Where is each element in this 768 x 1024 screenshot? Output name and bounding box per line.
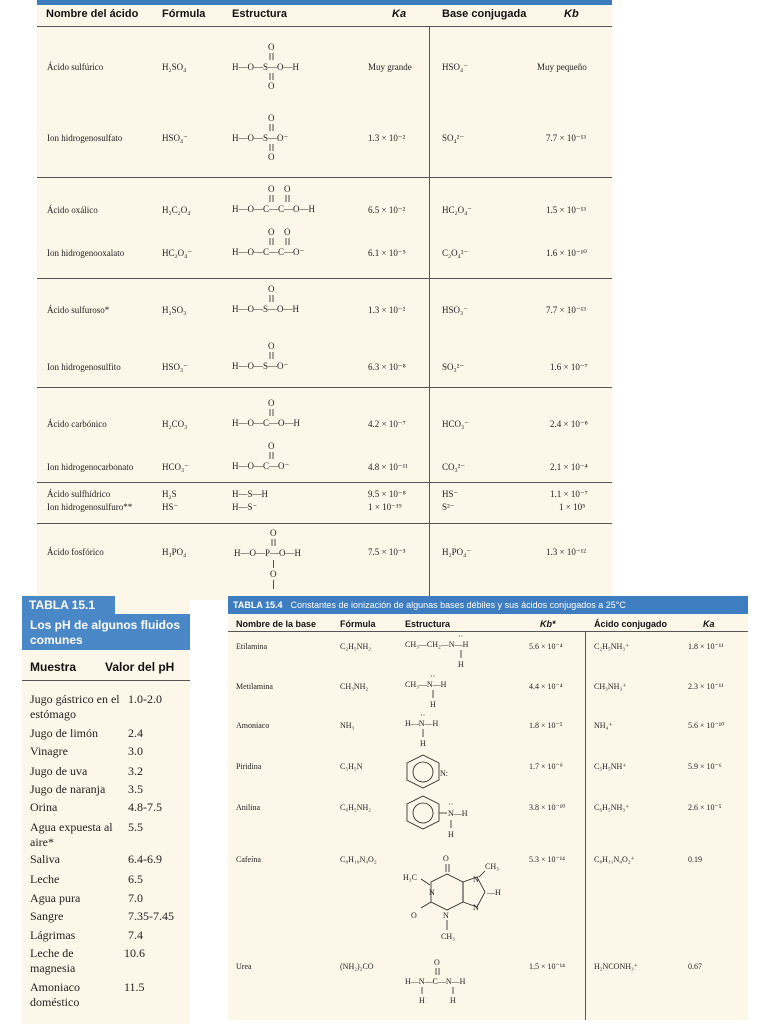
structure-sulfurous-acid <box>232 283 342 317</box>
ka-value: 4.8 × 10⁻¹¹ <box>368 462 408 472</box>
base-formula: C₅H₅N <box>340 762 363 771</box>
col-header-sample: Muestra <box>30 660 77 674</box>
structure-text: H—S—H <box>232 489 269 499</box>
structure-hydrogensulfate <box>232 111 342 167</box>
col-header-structure: Estructura <box>232 8 288 20</box>
base-ionization-table <box>228 596 748 1020</box>
conj-base: HSO₃⁻ <box>442 305 468 315</box>
svg-text:H: H <box>420 739 426 748</box>
ph-fluids-table <box>22 594 190 1024</box>
svg-text:··: ·· <box>430 674 436 681</box>
ph-value: 3.5 <box>128 782 143 796</box>
svg-text:H: H <box>458 660 464 669</box>
ka-value: 6.5 × 10⁻² <box>368 205 406 215</box>
header-rule <box>228 631 748 632</box>
acid-formula: H₂C₂O₄ <box>162 205 191 215</box>
structure-aniline <box>403 793 493 845</box>
header-rule <box>22 680 190 681</box>
ka-value: 0.19 <box>688 855 702 864</box>
kb-value: 1.5 × 10⁻¹³ <box>546 205 586 215</box>
base-name: Urea <box>236 962 252 971</box>
svg-text:O: O <box>268 113 275 123</box>
col-header-ka: Ka <box>392 8 407 20</box>
acid-formula: H₃PO₄ <box>162 547 187 557</box>
kb-value: 4.4 × 10⁻⁴ <box>529 682 563 691</box>
base-name: Piridina <box>236 762 262 771</box>
col-header-name: Nombre de la base <box>236 619 317 629</box>
svg-text:—H: —H <box>487 888 501 897</box>
svg-text:O: O <box>284 227 291 237</box>
base-formula: NH₃ <box>340 721 355 730</box>
acid-formula: H₂SO₃ <box>162 305 187 315</box>
kb-value: 1.8 × 10⁻⁵ <box>529 721 563 730</box>
sample-name: Jugo de naranja <box>30 782 106 796</box>
structure-hydrogencarbonate <box>232 440 342 474</box>
col-header-conj-acid: Ácido conjugado <box>594 619 667 629</box>
kb-value: 2.1 × 10⁻⁴ <box>550 462 588 472</box>
svg-text:H₃C: H₃C <box>403 873 417 882</box>
svg-text:CH₃: CH₃ <box>485 862 499 871</box>
base-formula: C₈H₁₀N₄O₂ <box>340 855 377 864</box>
base-formula: C₂H₅NH₂ <box>340 642 372 651</box>
kb-value: 1.7 × 10⁻⁹ <box>529 762 563 771</box>
col-header-ph: Valor del pH <box>105 660 175 674</box>
structure-text: H—S⁻ <box>232 502 258 512</box>
svg-text:H: H <box>430 700 436 709</box>
kb-value: 7.7 × 10⁻¹³ <box>546 305 586 315</box>
svg-text:N: N <box>429 888 435 897</box>
svg-text:O: O <box>411 911 417 920</box>
col-header-name: Nombre del ácido <box>46 8 139 20</box>
kb-value: 1.1 × 10⁻⁷ <box>550 489 588 499</box>
acid-formula: HSO₄⁻ <box>162 133 188 143</box>
header-rule <box>37 26 612 27</box>
kb-value: 1.3 × 10⁻¹² <box>546 547 586 557</box>
kb-value: 1.5 × 10⁻¹⁴ <box>529 962 565 971</box>
conj-base: SO₄²⁻ <box>442 133 465 143</box>
col-header-ka: Ka <box>703 619 715 629</box>
svg-text:O: O <box>268 152 275 162</box>
base-name: Amoniaco <box>236 721 270 730</box>
conj-acid: NH₄⁺ <box>594 721 613 730</box>
acid-name: Ion hidrogenooxalato <box>47 248 125 258</box>
acid-formula: H₂S <box>162 489 177 499</box>
ka-value: 6.1 × 10⁻⁵ <box>368 248 406 258</box>
structure-pyridine <box>403 752 463 792</box>
conj-acid: C₅H₅NH⁺ <box>594 762 627 771</box>
col-header-conj-base: Base conjugada <box>442 8 527 20</box>
svg-text:··: ·· <box>458 634 464 641</box>
row-divider <box>37 177 612 178</box>
acid-formula: H₂SO₄ <box>162 62 187 72</box>
ph-value: 6.4-6.9 <box>128 852 162 866</box>
ph-value: 7.35-7.45 <box>128 909 174 923</box>
svg-text:O: O <box>270 569 277 579</box>
kb-value: Muy pequeño <box>537 62 587 72</box>
acid-formula: HSO₃⁻ <box>162 362 188 372</box>
svg-text:O: O <box>270 528 277 538</box>
ph-value: 10.6 <box>124 946 145 960</box>
kb-value: 2.4 × 10⁻⁸ <box>550 419 588 429</box>
svg-text:H—O—S—O—H: H—O—S—O—H <box>232 304 300 314</box>
structure-ammonia <box>403 713 473 749</box>
base-formula: C₆H₅NH₂ <box>340 803 372 812</box>
ka-value: 9.5 × 10⁻⁸ <box>368 489 406 499</box>
conj-acid: C₆H₅NH₃⁺ <box>594 803 630 812</box>
kb-value: 7.7 × 10⁻¹³ <box>546 133 586 143</box>
svg-text:N:: N: <box>440 769 448 778</box>
ka-value: 6.3 × 10⁻⁸ <box>368 362 406 372</box>
kb-value: 1.6 × 10⁻¹⁰ <box>546 248 587 258</box>
ka-value: 1 × 10⁻¹⁹ <box>368 502 402 512</box>
row-divider <box>37 387 612 388</box>
row-divider <box>37 523 612 524</box>
base-formula: CH₃NH₂ <box>340 682 369 691</box>
svg-text:O: O <box>268 81 275 91</box>
svg-text:N: N <box>473 903 479 912</box>
svg-text:O: O <box>268 42 275 52</box>
table-caption-band <box>228 596 748 614</box>
row-divider <box>37 278 612 279</box>
sample-name: Jugo gástrico en el estómago <box>30 692 120 721</box>
conj-acid: CH₃NH₃⁺ <box>594 682 627 691</box>
svg-text:H—O—S—O⁻: H—O—S—O⁻ <box>232 361 289 371</box>
ka-value: 5.9 × 10⁻⁶ <box>688 762 722 771</box>
sample-name: Jugo de uva <box>30 764 88 778</box>
conj-base: S²⁻ <box>442 502 455 512</box>
kb-value: 1 × 10⁵ <box>559 502 586 512</box>
svg-text:O: O <box>268 398 275 408</box>
col-header-formula: Fórmula <box>162 8 206 20</box>
ka-value: 7.5 × 10⁻³ <box>368 547 406 557</box>
svg-text:H: H <box>419 996 425 1005</box>
structure-hydrogenoxalate <box>232 226 362 260</box>
conj-base: CO₃²⁻ <box>442 462 466 472</box>
structure-methylamine <box>403 674 493 710</box>
svg-text:N: N <box>443 911 449 920</box>
kb-value: 3.8 × 10⁻¹⁰ <box>529 803 566 812</box>
svg-text:N—H: N—H <box>448 809 468 818</box>
svg-text:H—O—C—C—O⁻: H—O—C—C—O⁻ <box>232 247 305 257</box>
ph-value: 3.2 <box>128 764 143 778</box>
svg-text:O: O <box>268 284 275 294</box>
col-header-kb: Kb <box>564 8 579 20</box>
svg-text:H—O—C—O⁻: H—O—C—O⁻ <box>232 461 290 471</box>
acid-name: Ácido carbónico <box>47 419 107 429</box>
svg-text:H—O—P—O—H: H—O—P—O—H <box>234 548 302 558</box>
svg-text:O: O <box>443 854 449 863</box>
ph-value: 11.5 <box>124 980 145 994</box>
ka-value: 2.3 × 10⁻¹¹ <box>688 682 724 691</box>
structure-oxalic-acid <box>232 183 362 217</box>
base-formula: (NH₂)₂CO <box>340 962 374 971</box>
conj-base: SO₃²⁻ <box>442 362 465 372</box>
col-header-formula: Fórmula <box>340 619 376 629</box>
ka-value: 0.67 <box>688 962 702 971</box>
sample-name: Vinagre <box>30 744 68 758</box>
svg-text:CH₃—CH₂—N—H: CH₃—CH₂—N—H <box>405 640 469 649</box>
ph-value: 4.8-7.5 <box>128 800 162 814</box>
base-name: Anilina <box>236 803 260 812</box>
svg-text:··: ·· <box>448 800 454 809</box>
acid-name: Ácido sulfúrico <box>47 62 104 72</box>
svg-text:O: O <box>284 184 291 194</box>
structure-hydrogensulfite <box>232 340 342 374</box>
svg-text:H: H <box>450 996 456 1005</box>
acid-ionization-table <box>37 0 612 600</box>
acid-name: Ácido sulfuroso* <box>47 305 110 315</box>
conj-base: HS⁻ <box>442 489 459 499</box>
conj-base: HC₂O₄⁻ <box>442 205 473 215</box>
kb-value: 5.3 × 10⁻¹⁴ <box>529 855 565 864</box>
svg-text:H—O—S—O⁻: H—O—S—O⁻ <box>232 133 289 143</box>
acid-name: Ion hidrogenosulfato <box>47 133 123 143</box>
ka-value: 1.3 × 10⁻² <box>368 133 406 143</box>
acid-formula: HS⁻ <box>162 502 179 512</box>
table-top-bar <box>37 0 612 5</box>
acid-formula: HC₂O₄⁻ <box>162 248 193 258</box>
ph-value: 3.0 <box>128 744 143 758</box>
svg-text:H—O—C—O—H: H—O—C—O—H <box>232 418 301 428</box>
ka-value: 1.8 × 10⁻¹¹ <box>688 642 724 651</box>
acid-name: Ácido fosfórico <box>47 547 104 557</box>
sample-name: Jugo de limón <box>30 726 98 740</box>
sample-name: Agua expuesta al aire* <box>30 820 113 849</box>
ka-value: Muy grande <box>368 62 412 72</box>
ka-value: 4.2 × 10⁻⁷ <box>368 419 406 429</box>
svg-text:H—O—S—O—H: H—O—S—O—H <box>232 62 300 72</box>
ph-value: 7.4 <box>128 928 143 942</box>
row-divider <box>37 482 612 483</box>
table-caption: Constantes de ionización de algunas bases débiles y sus ácidos conjugados a 25°C <box>290 600 626 610</box>
ph-value: 6.5 <box>128 872 143 886</box>
conj-acid: H₂NCONH₃⁺ <box>594 962 639 971</box>
svg-text:CH₃: CH₃ <box>441 932 455 941</box>
acid-name: Ion hidrogenosulfuro** <box>47 502 133 512</box>
sample-name: Saliva <box>30 852 60 866</box>
ph-value: 7.0 <box>128 891 143 905</box>
base-name: Etilamina <box>236 642 268 651</box>
acid-formula: HCO₃⁻ <box>162 462 189 472</box>
sample-name: Leche de magnesia <box>30 946 76 975</box>
ph-value: 5.5 <box>128 820 143 834</box>
conj-acid: C₂H₅NH₃⁺ <box>594 642 630 651</box>
sample-name: Amoniaco doméstico <box>30 980 80 1009</box>
conj-base: HCO₃⁻ <box>442 419 469 429</box>
svg-text:H—O—C—C—O—H: H—O—C—C—O—H <box>232 204 316 214</box>
structure-sulfuric-acid <box>232 40 342 96</box>
sample-name: Agua pura <box>30 891 81 905</box>
svg-text:N: N <box>473 875 479 884</box>
ka-value: 2.6 × 10⁻⁵ <box>688 803 722 812</box>
structure-phosphoric-acid <box>232 527 342 599</box>
svg-text:H—N—H: H—N—H <box>405 719 439 728</box>
col-header-kb: Kb* <box>540 619 556 629</box>
column-divider <box>585 632 586 1020</box>
sample-name: Lágrimas <box>30 928 76 942</box>
table-title: Los pH de algunos fluidos comunes <box>22 614 190 650</box>
acid-name: Ácido sulfhídrico <box>47 489 111 499</box>
ph-value: 1.0-2.0 <box>128 692 162 706</box>
column-divider <box>429 26 430 600</box>
table-tab-label: TABLA 15.1 <box>22 596 115 614</box>
kb-value: 1.6 × 10⁻⁷ <box>550 362 588 372</box>
structure-caffeine <box>403 852 523 948</box>
svg-text:H—N—C—N—H: H—N—C—N—H <box>405 977 466 986</box>
table-tab-label: TABLA 15.4 <box>233 600 283 610</box>
acid-name: Ácido oxálico <box>47 205 98 215</box>
ph-value: 2.4 <box>128 726 143 740</box>
ka-value: 1.3 × 10⁻² <box>368 305 406 315</box>
sample-name: Sangre <box>30 909 64 923</box>
acid-name: Ion hidrogenosulfito <box>47 362 121 372</box>
conj-base: HSO₄⁻ <box>442 62 468 72</box>
structure-ethylamine <box>403 634 513 670</box>
svg-text:O: O <box>268 441 275 451</box>
acid-name: Ion hidrogenocarbonato <box>47 462 134 472</box>
svg-text:O: O <box>268 184 275 194</box>
col-header-structure: Estructura <box>405 619 451 629</box>
svg-text:··: ·· <box>420 713 426 720</box>
acid-formula: H₂CO₃ <box>162 419 188 429</box>
conj-base: H₂PO₄⁻ <box>442 547 472 557</box>
sample-name: Orina <box>30 800 58 814</box>
structure-urea <box>403 956 503 1006</box>
conj-base: C₂O₄²⁻ <box>442 248 469 258</box>
svg-text:O: O <box>434 958 440 967</box>
conj-acid: C₈H₁₁N₄O₂⁺ <box>594 855 635 864</box>
kb-value: 5.6 × 10⁻⁴ <box>529 642 563 651</box>
sample-name: Leche <box>30 872 60 886</box>
svg-text:CH₃—N—H: CH₃—N—H <box>405 680 447 689</box>
svg-text:H: H <box>448 830 454 839</box>
ka-value: 5.6 × 10⁻¹⁰ <box>688 721 725 730</box>
base-name: Cafeína <box>236 855 261 864</box>
svg-text:O: O <box>268 227 275 237</box>
structure-carbonic-acid <box>232 397 342 431</box>
base-name: Metilamina <box>236 682 273 691</box>
svg-text:O: O <box>268 341 275 351</box>
